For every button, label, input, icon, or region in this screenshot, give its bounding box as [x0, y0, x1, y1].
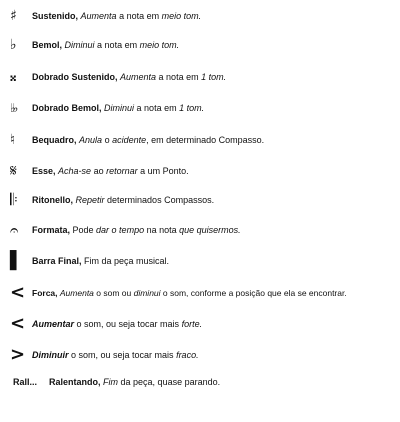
legend-row-diminuir	[0, 346, 400, 364]
text-run: , em determinado Compasso.	[146, 134, 265, 145]
text-run: Anula	[79, 134, 103, 145]
rall-label: Rall...	[13, 376, 38, 387]
legend-text	[32, 166, 189, 177]
text-run: a nota em	[156, 71, 202, 82]
text-run: a nota em	[134, 102, 180, 113]
text-run: retornar	[106, 165, 138, 176]
text-run: o	[102, 134, 113, 145]
legend-text	[32, 225, 241, 236]
legend-text	[32, 103, 204, 114]
term: Dobrado Bemol,	[32, 102, 102, 113]
text-run: meio tom.	[139, 39, 180, 50]
legend-row-dobrado-bemol	[0, 100, 400, 116]
legend-row-ralentando	[0, 374, 400, 390]
text-run: diminui	[133, 287, 161, 298]
text-run: a um Ponto.	[137, 165, 189, 176]
double-sharp-icon: 𝄪	[10, 69, 17, 85]
text-run: Aumenta	[59, 287, 94, 298]
text-run: 1 tom.	[179, 102, 205, 113]
text-run: Fim da peça musical.	[81, 255, 170, 266]
legend-text	[32, 72, 226, 83]
legend-text	[32, 350, 199, 361]
text-run: forte.	[181, 318, 203, 329]
legend-row-ritonello	[0, 191, 400, 209]
legend-row-sustenido	[0, 8, 400, 24]
legend-row-barra-final	[0, 252, 400, 270]
legend-text	[32, 319, 202, 330]
crescendo-icon: <	[10, 282, 26, 303]
term: Forca,	[32, 287, 58, 298]
text-run: Aumenta	[120, 71, 157, 82]
text-run: 1 tom.	[201, 71, 227, 82]
legend-text	[32, 11, 201, 22]
legend-row-esse	[0, 162, 400, 180]
natural-icon: ♮	[10, 132, 16, 148]
text-run: da peça, quase parando.	[118, 376, 221, 387]
legend-text	[32, 195, 214, 206]
text-run: acidente	[112, 134, 147, 145]
legend-row-forca	[0, 284, 400, 302]
text-run: Acha-se	[58, 165, 92, 176]
repeat-sign-icon: 𝄆	[10, 190, 18, 209]
term: Barra Final,	[32, 255, 82, 266]
text-run: Repetir	[75, 194, 105, 205]
text-run: que quisermos.	[179, 224, 241, 235]
text-run: o som, ou seja tocar mais	[68, 349, 177, 360]
text-run: meio tom.	[161, 10, 202, 21]
sharp-icon: ♯	[10, 8, 17, 24]
legend-text	[32, 135, 264, 146]
text-run: o som, conforme a posição que ela se encontrar.	[160, 287, 347, 298]
term: Sustenido,	[32, 10, 79, 21]
final-barline-icon: ▌	[10, 250, 24, 271]
fermata-icon: 𝄐	[10, 220, 19, 239]
legend-text	[32, 40, 179, 51]
text-run: a nota em	[116, 10, 162, 21]
term: Bemol,	[32, 39, 63, 50]
text-run: o som, ou seja tocar mais	[74, 318, 182, 329]
legend-text	[49, 377, 220, 388]
legend-text	[32, 256, 169, 267]
text-run: determinados Compassos.	[104, 194, 215, 205]
double-flat-icon: ♭♭	[10, 101, 16, 115]
term: Ralentando,	[49, 376, 101, 387]
segno-icon: 𝄋	[10, 161, 17, 180]
term: Dobrado Sustenido,	[32, 71, 118, 82]
text-run: Pode	[70, 224, 97, 235]
crescendo-icon: <	[10, 313, 26, 334]
text-run: o som ou	[93, 287, 134, 298]
flat-icon: ♭	[10, 37, 17, 53]
legend-row-aumentar	[0, 315, 400, 333]
term: Esse,	[32, 165, 56, 176]
legend-row-bemol	[0, 37, 400, 53]
text-run: ao	[91, 165, 107, 176]
legend-row-dobrado-sustenido	[0, 69, 400, 85]
term: Formata,	[32, 224, 71, 235]
legend-row-formata	[0, 221, 400, 239]
text-run: dar o tempo	[96, 224, 145, 235]
term: Diminuir	[32, 349, 69, 360]
term: Bequadro,	[32, 134, 77, 145]
text-run: a nota em	[94, 39, 140, 50]
legend-text	[32, 288, 347, 298]
term: Ritonello,	[32, 194, 73, 205]
text-run: na nota	[144, 224, 180, 235]
legend-row-bequadro	[0, 132, 400, 148]
text-run: Diminui	[64, 39, 95, 50]
text-run: Aumenta	[80, 10, 117, 21]
text-run: Diminui	[104, 102, 135, 113]
text-run: fraco.	[176, 349, 199, 360]
term: Aumentar	[32, 318, 75, 329]
text-run: Fim	[103, 376, 119, 387]
decrescendo-icon: >	[10, 344, 26, 365]
